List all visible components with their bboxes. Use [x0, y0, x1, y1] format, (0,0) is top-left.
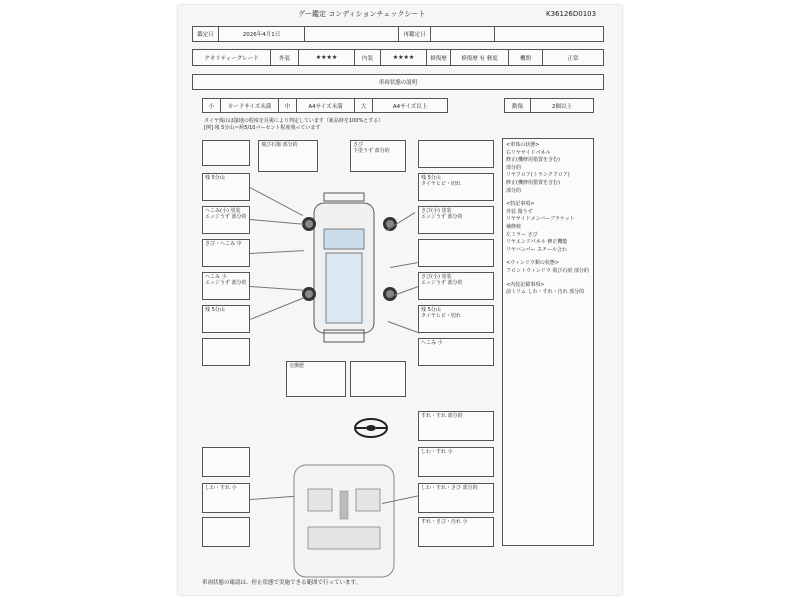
damage-box-right-1 — [418, 140, 494, 168]
damage-box-left-2 — [202, 173, 250, 201]
legend-small: 小 — [203, 99, 221, 112]
damage-box-right-5 — [418, 272, 494, 300]
repair-history-value: 修復歴 有 軽度 — [451, 50, 509, 65]
damage-box-left-1 — [202, 140, 250, 166]
damage-box-left-7 — [202, 338, 250, 366]
damage-box-top-2 — [350, 140, 406, 172]
interior-item: 前トリム しわ・すれ・汚れ 部分的 — [506, 289, 585, 296]
engine-label: 機関 — [509, 50, 543, 65]
reinspection-date-value — [431, 27, 495, 41]
blank-cell — [305, 27, 399, 41]
body-item: 右リヤサイドパネル — [506, 149, 551, 156]
damage-label: すれ・すれ 部分的 — [421, 413, 463, 419]
legend-row — [202, 98, 448, 113]
inspection-date-label: 鑑定日 — [193, 27, 219, 41]
document-id: K36126D0103 — [546, 10, 597, 18]
damage-label: しわ・すれ・さび 部分的 — [421, 485, 478, 491]
dent-legend — [504, 98, 594, 113]
legend-medium-desc: A4サイズ未満 — [297, 99, 355, 112]
damage-label: 残 5分山 — [205, 307, 225, 313]
interior-box-left-1 — [202, 447, 250, 477]
damage-label: さび(小) 塗装 エッジうず 部分的 — [421, 274, 463, 286]
quality-grade-label: クオリティーグレード — [193, 50, 271, 65]
damage-box-top-1 — [258, 140, 318, 172]
reinspection-date-label: 再鑑定日 — [399, 27, 431, 41]
damage-box-left-5 — [202, 272, 250, 300]
special-item: 補修痕 — [506, 223, 522, 230]
notes-panel — [502, 138, 594, 546]
damage-label: さび・へこみ 中 — [205, 241, 242, 247]
damage-label: へこみ 小 — [421, 340, 443, 346]
interior-seating-diagram — [284, 461, 404, 581]
damage-label: しわ・すれ 小 — [421, 449, 453, 455]
body-item: リヤフロア(トランクフロア) — [506, 172, 570, 179]
damage-label: さび(小) 塗装 エッジうず 部分的 — [421, 208, 463, 220]
special-item: 外装 傷うず — [506, 208, 533, 215]
window-item: フロントウィンドウ 飛び石痕 部分的 — [506, 267, 589, 274]
interior-rating: ★★★★ — [381, 50, 427, 65]
dent-label: 動傷 — [505, 99, 531, 112]
body-item: 部分的 — [506, 164, 522, 171]
damage-box-bottom-1 — [286, 361, 346, 397]
section-title: 車両状態の説明 — [378, 80, 418, 86]
damage-label: すれ・さび・汚れ 小 — [421, 519, 468, 525]
special-item: リヤエンドパネル 修正機能 — [506, 239, 568, 246]
damage-box-bottom-2 — [350, 361, 406, 397]
legend-medium: 中 — [279, 99, 297, 112]
footer-note: 車両状態の確認は、停止状態で実施できる範囲で行っています。 — [202, 580, 362, 586]
repair-history-label: 修復歴 — [427, 50, 451, 65]
exterior-label: 外装 — [271, 50, 299, 65]
engine-value: 正常 — [567, 55, 579, 62]
tire-note: タイヤ残山は接地の程度を目視により判定しています（新品時を100%とする） — [204, 118, 384, 124]
section-header — [192, 74, 604, 90]
damage-box-right-6 — [418, 305, 494, 333]
date-row — [192, 26, 604, 42]
dent-desc: 2個以上 — [552, 103, 572, 110]
damage-label: 残 5分山 — [205, 175, 225, 181]
legend-small-desc: カードサイズ未満 — [221, 99, 279, 112]
damage-box-right-9 — [418, 447, 494, 477]
damage-box-left-4 — [202, 239, 250, 267]
damage-box-right-11 — [418, 517, 494, 547]
window-condition-title: <ウィンドウ類の状態> — [506, 260, 560, 267]
body-item: 部分的 — [506, 187, 522, 194]
damage-box-right-8 — [418, 411, 494, 441]
special-item: リヤバンパー スチール合わ — [506, 246, 567, 253]
damage-label: へこみ 小 エッジうず 部分的 — [205, 274, 247, 286]
body-item: 修正(機修用措置を含む) — [506, 179, 560, 186]
special-notes-title: <特記事項> — [506, 201, 535, 208]
interior-notes-title: <内装記載事項> — [506, 281, 545, 288]
legend-large: 大 — [355, 99, 373, 112]
damage-label: 飛び石傷 部分的 — [261, 142, 298, 148]
exterior-rating: ★★★★ — [299, 50, 355, 65]
inspection-date-value: 2026年4月1日 — [219, 27, 305, 41]
special-item: 左ミラー さび — [506, 231, 538, 238]
steering-wheel-icon — [353, 417, 389, 439]
damage-box-left-6 — [202, 305, 250, 333]
interior-box-left-3 — [202, 517, 250, 547]
damage-label: 残 5分山 タイヤヒビ・切れ — [421, 175, 461, 187]
damage-box-right-3 — [418, 206, 494, 234]
tire-rear-left-icon — [302, 287, 316, 301]
damage-label: しわ・すれ 小 — [205, 485, 237, 491]
damage-label: さび 下塗うず 部分的 — [353, 142, 390, 154]
interior-label: 内装 — [355, 50, 381, 65]
interior-box-left-2 — [202, 483, 250, 513]
blank-cell — [495, 27, 603, 41]
tire-front-left-icon — [302, 217, 316, 231]
condition-check-sheet — [178, 5, 622, 595]
tire-note-example: [例] 残 5分山＝約5/10パーセント程度残っています — [204, 125, 321, 131]
sheet-title: グー鑑定 コンディションチェックシート — [298, 10, 426, 18]
damage-box-right-10 — [418, 483, 494, 513]
body-item: 修正(機修用措置を含む) — [506, 157, 560, 164]
grade-row — [192, 49, 604, 66]
body-condition-title: <車体の状態> — [506, 142, 540, 148]
legend-large-desc: A4サイズ以上 — [392, 103, 428, 110]
damage-label: 残 5分山 タイヤヒビ・切れ — [421, 307, 461, 319]
special-item: リヤサイドメンバーブラケット — [506, 216, 575, 223]
damage-box-left-3 — [202, 206, 250, 234]
damage-box-right-2 — [418, 173, 494, 201]
damage-label: へこみ(小) 塗装 エッジうず 部分的 — [205, 208, 247, 220]
damage-box-right-7 — [418, 338, 494, 366]
damage-label: 交換歴 — [289, 363, 305, 369]
damage-box-right-4 — [418, 239, 494, 267]
